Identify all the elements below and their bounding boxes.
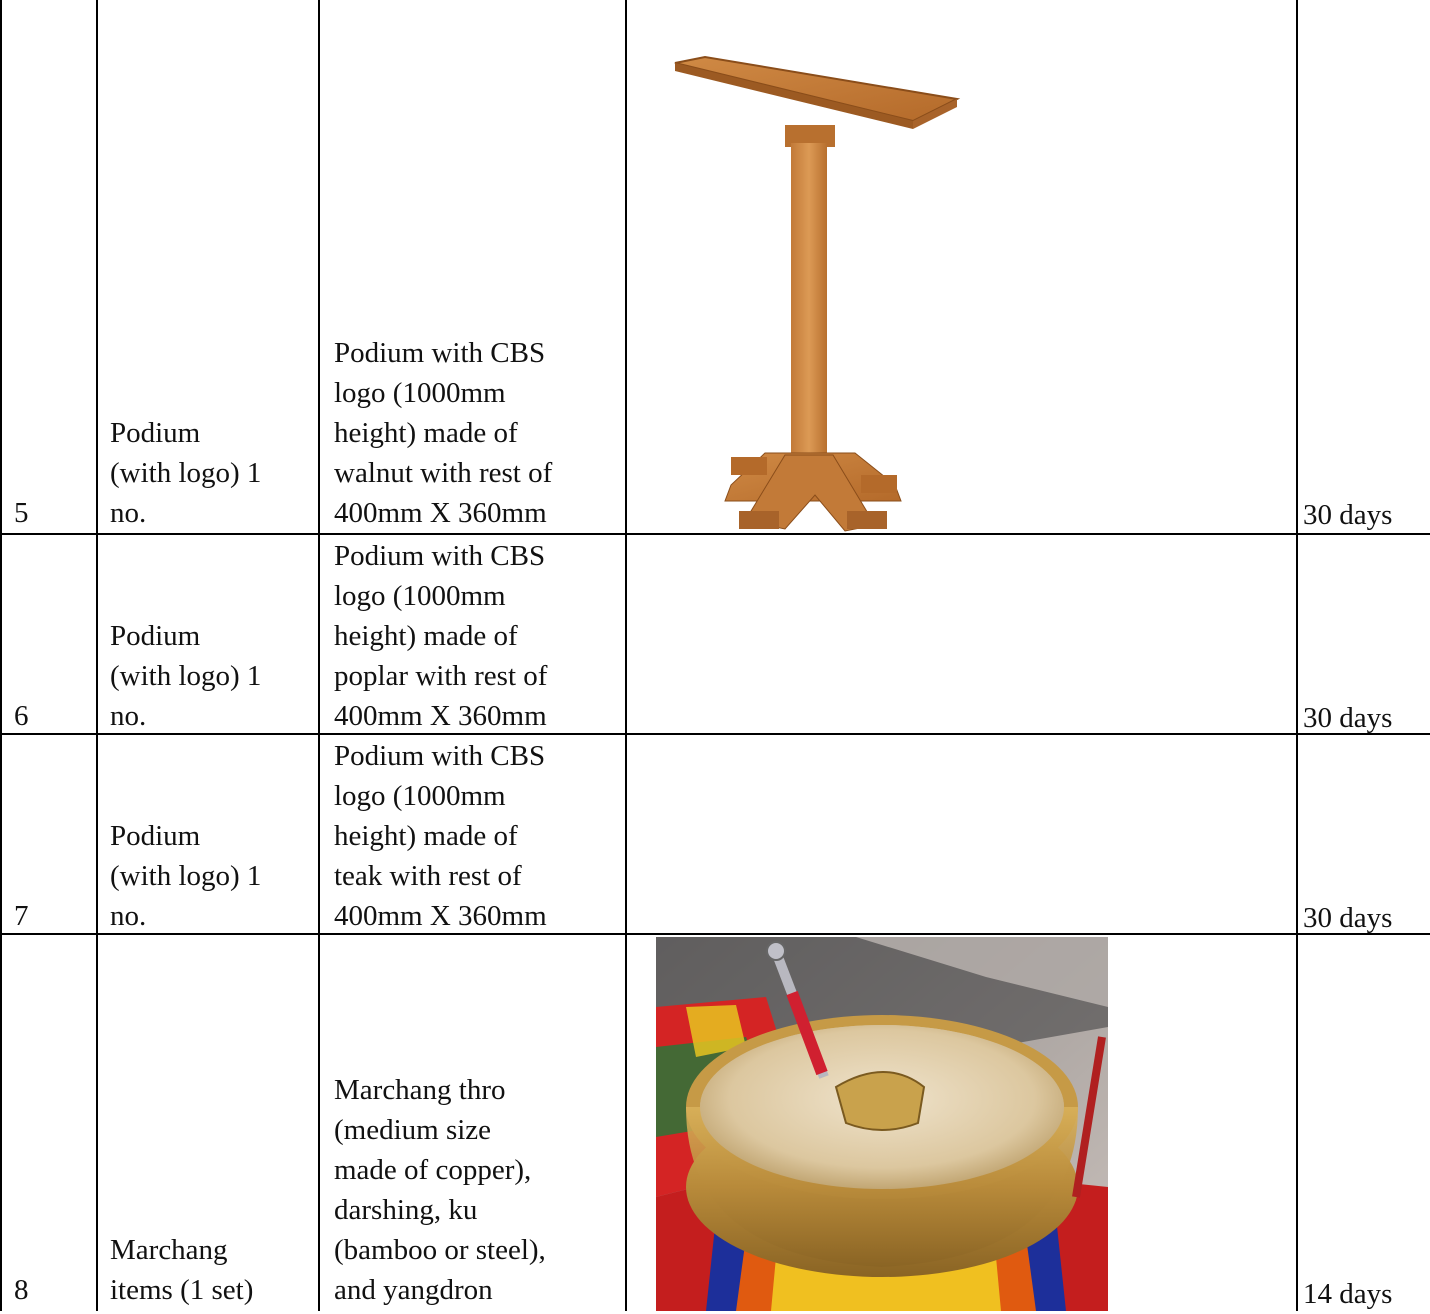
spec-line: 400mm X 360mm (334, 700, 547, 732)
row-divider (0, 533, 1430, 535)
item-name-line: no. (110, 700, 147, 732)
item-name-line: (with logo) 1 (110, 660, 262, 692)
spec-line: height) made of (334, 417, 518, 449)
spec-line: teak with rest of (334, 860, 522, 892)
spec-line: walnut with rest of (334, 457, 553, 489)
item-name (110, 1230, 253, 1310)
sl-number: 7 (14, 900, 29, 932)
spec-line: and yangdron (334, 1274, 493, 1306)
spec-line: Podium with CBS (334, 540, 546, 572)
item-name (110, 816, 261, 936)
item-name (110, 616, 261, 736)
spec-line: made of copper), (334, 1154, 532, 1186)
spec-line: Podium with CBS (334, 337, 546, 369)
item-specification (334, 536, 547, 736)
spec-line: poplar with rest of (334, 660, 548, 692)
delivery-period: 14 days (1303, 1278, 1393, 1310)
item-name-line: Podium (110, 820, 201, 852)
spec-line: logo (1000mm (334, 377, 506, 409)
item-name-line: (with logo) 1 (110, 457, 262, 489)
column-divider (1296, 0, 1298, 1311)
delivery-period: 30 days (1303, 902, 1393, 934)
item-name-line: (with logo) 1 (110, 860, 262, 892)
spec-line: (bamboo or steel), (334, 1234, 546, 1266)
delivery-period: 30 days (1303, 499, 1393, 531)
spec-line: Podium with CBS (334, 740, 546, 772)
item-name-line: Podium (110, 620, 201, 652)
spec-line: height) made of (334, 620, 518, 652)
item-name (110, 413, 261, 533)
item-specification (334, 333, 552, 533)
spec-line: height) made of (334, 820, 518, 852)
column-divider (96, 0, 98, 1311)
marchang-bowl-image (656, 937, 1108, 1311)
item-name-line: no. (110, 900, 147, 932)
spec-line: logo (1000mm (334, 780, 506, 812)
item-specification (334, 1070, 546, 1310)
delivery-period: 30 days (1303, 702, 1393, 734)
column-divider (318, 0, 320, 1311)
spec-line: darshing, ku (334, 1194, 478, 1226)
sl-number: 6 (14, 700, 29, 732)
item-name-line: Marchang (110, 1234, 228, 1266)
column-divider (625, 0, 627, 1311)
spec-line: 400mm X 360mm (334, 900, 547, 932)
sl-number: 5 (14, 497, 29, 529)
item-name-line: no. (110, 497, 147, 529)
wooden-podium-image (665, 55, 965, 533)
spec-line: logo (1000mm (334, 580, 506, 612)
spec-line: (medium size (334, 1114, 492, 1146)
sl-number: 8 (14, 1274, 29, 1306)
item-specification (334, 736, 547, 936)
spec-line: Marchang thro (334, 1074, 506, 1106)
item-name-line: items (1 set) (110, 1274, 254, 1306)
column-divider (0, 0, 2, 1311)
spec-line: 400mm X 360mm (334, 497, 547, 529)
item-name-line: Podium (110, 417, 201, 449)
